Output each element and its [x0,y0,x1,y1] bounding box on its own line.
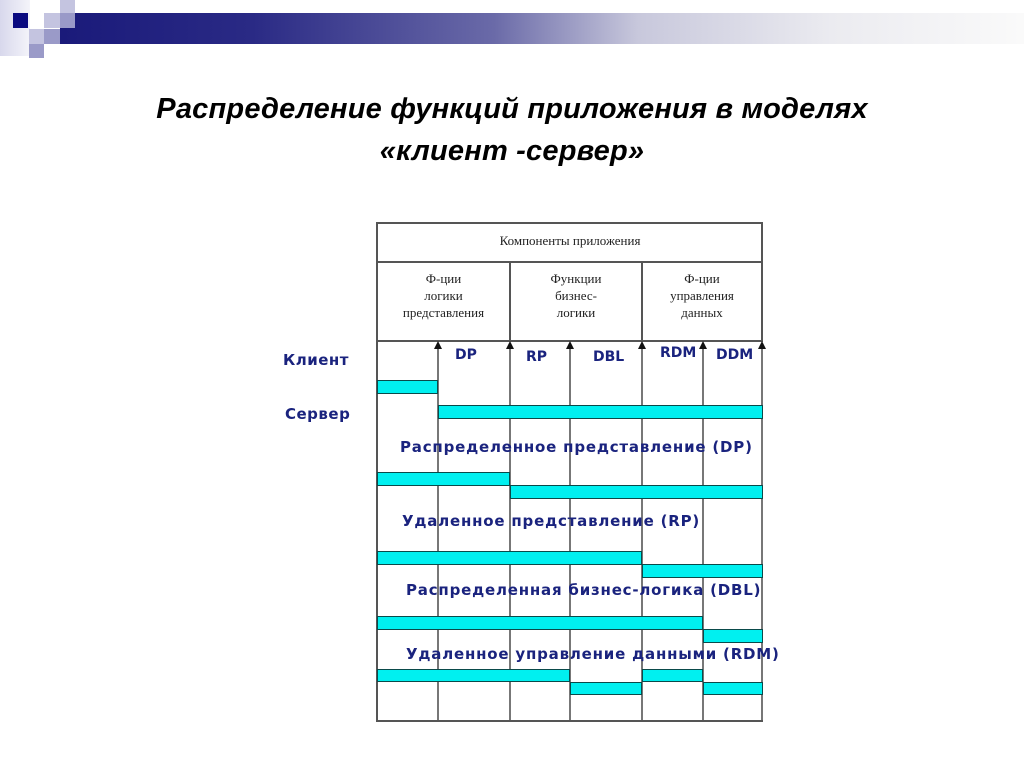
model-label-dbl: Распределенная бизнес-логика (DBL) [406,581,762,599]
client-bar [377,472,510,486]
model-code-rp: RP [526,349,548,365]
title-line-1: Распределение функций приложения в моделях [156,93,868,125]
client-label: Клиент [283,351,349,369]
model-code-ddm: DDM [716,347,754,363]
server-label: Сервер [285,405,351,423]
model-label-rp: Удаленное представление (RP) [402,512,701,530]
server-bar [642,564,763,578]
header-col-data-management: Ф-ции управления данных [670,271,734,320]
grid-line [509,345,511,722]
arrow-up-icon [758,341,766,349]
server-bar [438,405,763,419]
arrow-up-icon [566,341,574,349]
arrow-up-icon [699,341,707,349]
model-code-dp: DP [455,347,477,363]
model-label-rdm: Удаленное управление данными (RDM) [406,645,780,663]
server-bar [570,682,642,695]
grid-left-border [376,341,378,722]
header-top-border [377,222,763,224]
grid-line [641,345,643,722]
server-bar [703,682,763,695]
header-col-presentation: Ф-ции логики представления [402,271,485,320]
grid-bottom-border [377,720,763,722]
grid-line [569,345,571,722]
grid-line [702,345,704,722]
client-bar [377,551,642,565]
server-bar [510,485,763,499]
header-divider [377,261,763,263]
header-col-business-logic: Функции бизнес- логики [550,271,602,320]
arrow-up-icon [506,341,514,349]
components-header: Компоненты приложения [499,233,641,248]
model-code-rdm: RDM [660,345,697,361]
title-line-2: «клиент -сервер» [379,135,645,167]
client-bar [642,669,703,682]
arrow-up-icon [638,341,646,349]
client-bar [377,380,438,394]
client-bar [377,616,703,630]
model-label-dp: Распределенное представление (DP) [400,438,753,456]
arrow-up-icon [434,341,442,349]
client-bar [377,669,570,682]
model-code-dbl: DBL [593,349,625,365]
server-bar [703,629,763,643]
grid-line [437,345,439,722]
grid-right-border [761,345,763,722]
